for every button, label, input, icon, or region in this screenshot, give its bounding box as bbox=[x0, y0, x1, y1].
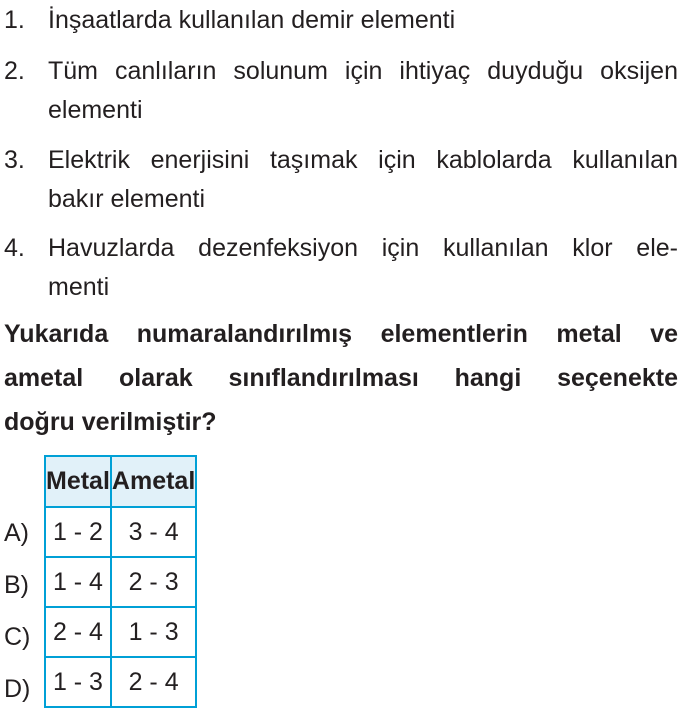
ametal-cell: 1 - 3 bbox=[111, 607, 196, 657]
table-header-row bbox=[45, 456, 196, 507]
options-table bbox=[44, 455, 197, 708]
item-number: 2. bbox=[4, 57, 25, 85]
option-label-d[interactable]: D) bbox=[4, 675, 31, 703]
list-item bbox=[4, 52, 678, 130]
option-label-c[interactable]: C) bbox=[4, 623, 31, 651]
option-row-c[interactable] bbox=[45, 607, 196, 657]
option-row-a[interactable] bbox=[45, 507, 196, 557]
item-text: Havuzlarda dezenfeksiyon için kullanılan klor ele- bbox=[48, 234, 678, 262]
item-number: 1. bbox=[4, 6, 25, 34]
question-line: doğru verilmiştir? bbox=[4, 408, 217, 436]
item-text: Elektrik enerjisini taşımak için kablolarda kullanılan bbox=[48, 146, 678, 174]
ametal-header: Ametal bbox=[111, 456, 196, 507]
option-row-b[interactable] bbox=[45, 557, 196, 607]
list-item bbox=[4, 229, 678, 307]
question-text bbox=[4, 312, 678, 444]
ametal-cell: 2 - 3 bbox=[111, 557, 196, 607]
metal-cell: 2 - 4 bbox=[45, 607, 111, 657]
option-label-b[interactable]: B) bbox=[4, 571, 29, 599]
option-label-a[interactable]: A) bbox=[4, 519, 29, 547]
metal-cell: 1 - 3 bbox=[45, 657, 111, 707]
item-text: İnşaatlarda kullanılan demir elementi bbox=[48, 6, 456, 34]
metal-cell: 1 - 4 bbox=[45, 557, 111, 607]
item-text: bakır elementi bbox=[48, 185, 206, 213]
item-text: elementi bbox=[48, 96, 143, 124]
option-row-d[interactable] bbox=[45, 657, 196, 707]
metal-header: Metal bbox=[45, 456, 111, 507]
item-text: Tüm canlıların solunum için ihtiyaç duyduğu oksijen bbox=[48, 57, 678, 85]
ametal-cell: 2 - 4 bbox=[111, 657, 196, 707]
item-text: menti bbox=[48, 273, 110, 301]
ametal-cell: 3 - 4 bbox=[111, 507, 196, 557]
list-item bbox=[4, 1, 678, 40]
metal-cell: 1 - 2 bbox=[45, 507, 111, 557]
question-line: Yukarıda numaralandırılmış elementlerin metal ve bbox=[4, 320, 678, 348]
list-item bbox=[4, 141, 678, 219]
item-number: 4. bbox=[4, 234, 25, 262]
question-line: ametal olarak sınıflandırılması hangi seçenekte bbox=[4, 364, 678, 392]
item-number: 3. bbox=[4, 146, 25, 174]
